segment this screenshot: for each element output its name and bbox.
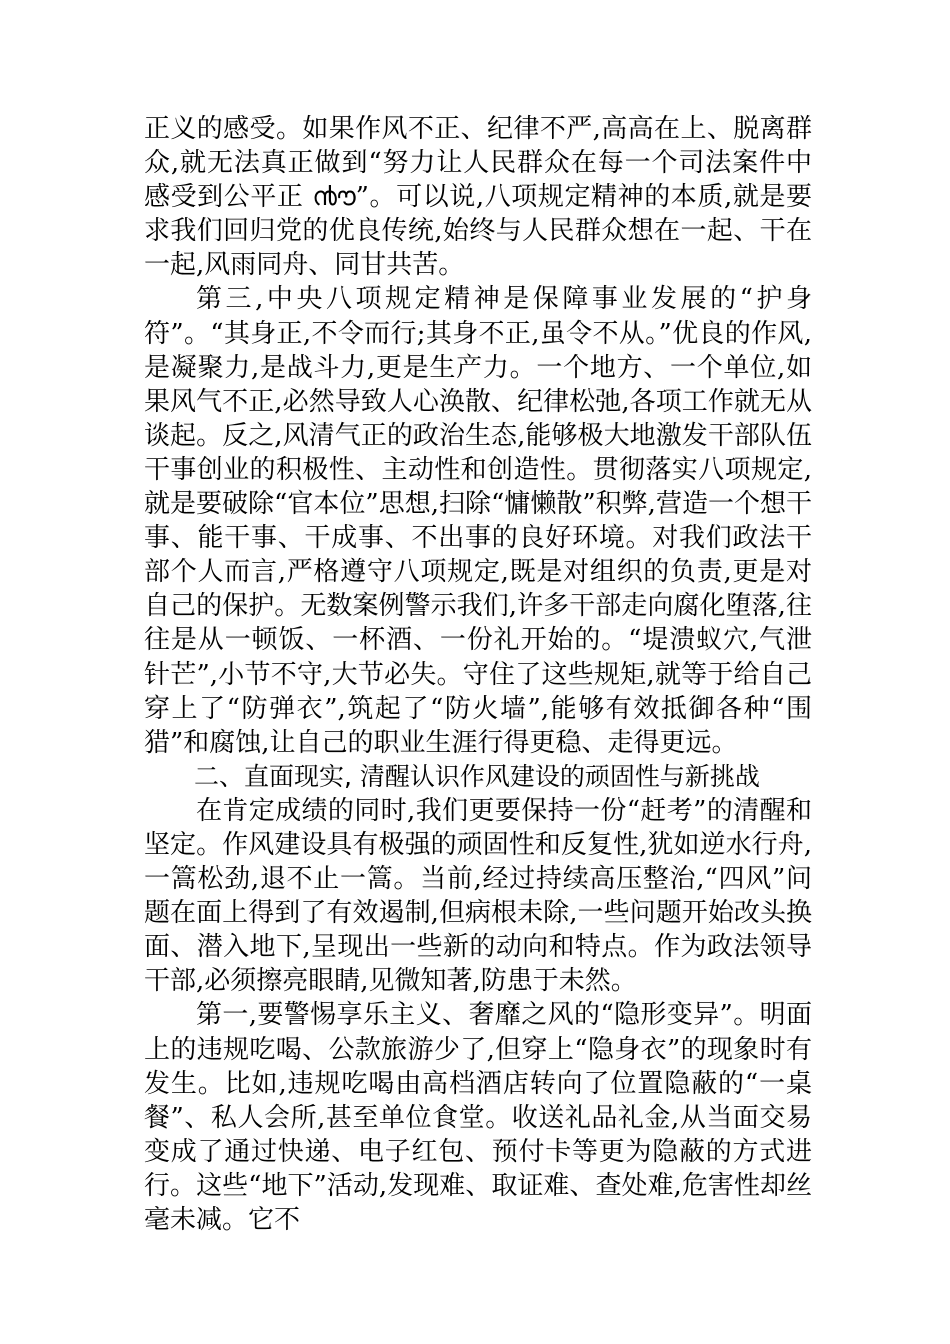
document-body <box>144 112 812 1237</box>
paragraph-third-point: 第三,中央八项规定精神是保障事业发展的“护身符”。“其身正,不令而行;其身不正,虽令不从。”优良的作风,是凝聚力,是战斗力,更是生产力。一个地方、一个单位,如果风气不正,必然导致人心涣散、纪律松弛,各项工作就无从谈起。反之,风清气正的政治生态,能够极大地激发干部队伍干事创业的积极性、主动性和创造性。贯彻落实八项规定,就是要破除“官本位”思想,扫除“慵懒散”积弊,营造一个想干事、能干事、干成事、不出事的良好环境。对我们政法干部个人而言,严格遵守八项规定,既是对组织的负责,更是对自己的保护。无数案例警示我们,许多干部走向腐化堕落,往往是从一顿饭、一杯酒、一份礼开始的。“堤溃蚁穴,气泄针芒”,小节不守,大节必失。守住了这些规矩,就等于给自己穿上了“防弹衣”,筑起了“防火墙”,能够有效抵御各种“围猎”和腐蚀,让自己的职业生涯行得更稳、走得更远。 <box>144 284 812 758</box>
paragraph-section-intro: 在肯定成绩的同时,我们更要保持一份“赶考”的清醒和坚定。作风建设具有极强的顽固性和反复性,犹如逆水行舟,一篙松劲,退不止一篙。当前,经过持续高压整治,“四风”问题在面上得到了有效遏制,但病根未除,一些问题开始改头换面、潜入地下,呈现出一些新的动向和特点。作为政法领导干部,必须擦亮眼睛,见微知著,防患于未然。 <box>144 795 812 997</box>
paragraph-continuation: 正义的感受。如果作风不正、纪律不严,高高在上、脱离群众,就无法真正做到“努力让人民群众在每一个司法案件中感受到公平正 ൯ൗ”。可以说,八项规定精神的本质,就是要求我们回归党的优良传统,始终与人民群众想在一起、干在一起,风雨同舟、同甘共苦。 <box>144 114 812 281</box>
paragraph-first-point: 第一,要警惕享乐主义、奢靡之风的“隐形变异”。明面上的违规吃喝、公款旅游少了,但穿上“隐身衣”的现象时有发生。比如,违规吃喝由高档酒店转向了位置隐蔽的“一桌餐”、私人会所,甚至单位食堂。收送礼品礼金,从当面交易变成了通过快递、电子红包、预付卡等更为隐蔽的方式进行。这些“地下”活动,发现难、取证难、查处难,危害性却丝毫未减。它不 <box>144 1000 812 1235</box>
section-heading: 二、直面现实, 清醒认识作风建设的顽固性与新挑战 <box>194 761 760 791</box>
